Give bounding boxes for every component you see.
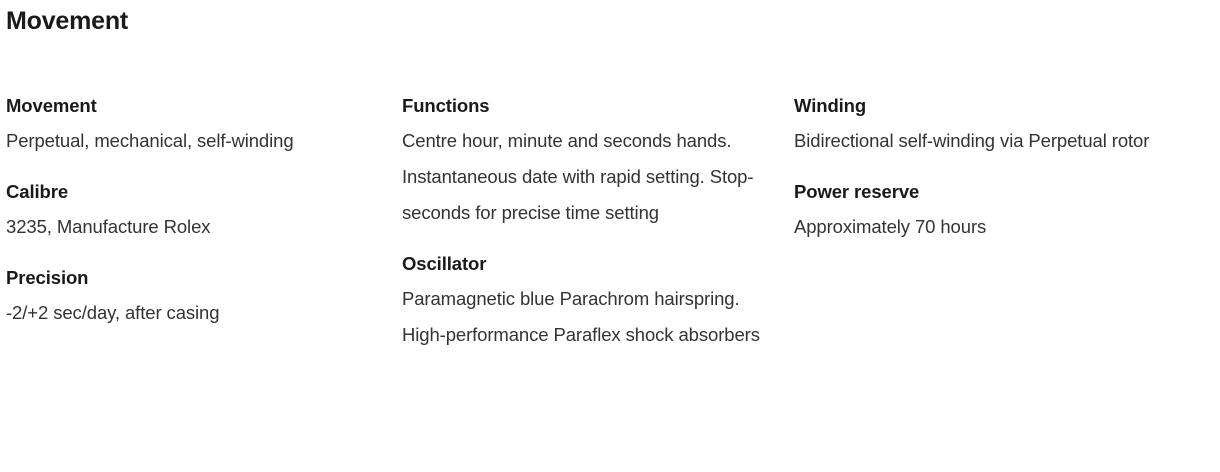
spec-block-precision (6, 265, 372, 331)
spec-text: Bidirectional self-winding via Perpetual rotor (794, 130, 1150, 151)
spec-title: Oscillator (402, 253, 487, 274)
spec-title: Precision (6, 267, 89, 288)
spec-text: 3235, Manufacture Rolex (6, 216, 211, 237)
spec-title: Power reserve (794, 181, 920, 202)
spec-block-movement (6, 93, 372, 159)
spec-text: Paramagnetic blue Parachrom hairspring. High-performance Paraflex shock absorbers (402, 288, 760, 345)
specs-column-2 (402, 93, 794, 353)
spec-text: -2/+2 sec/day, after casing (6, 302, 220, 323)
spec-text: Approximately 70 hours (794, 216, 987, 237)
spec-block-winding (794, 93, 1214, 159)
specs-columns (6, 93, 1220, 353)
spec-title: Winding (794, 95, 867, 116)
spec-block-oscillator (402, 251, 768, 353)
specs-column-1 (6, 93, 402, 331)
spec-block-calibre (6, 179, 372, 245)
spec-text: Centre hour, minute and seconds hands. Instantaneous date with rapid setting. Stop-seconds for precise time setting (402, 130, 754, 223)
spec-title: Calibre (6, 181, 69, 202)
page-title: Movement (6, 7, 129, 35)
spec-block-power-reserve (794, 179, 1214, 245)
spec-title: Movement (6, 95, 97, 116)
specs-column-3 (794, 93, 1214, 245)
spec-text: Perpetual, mechanical, self-winding (6, 130, 294, 151)
spec-title: Functions (402, 95, 490, 116)
spec-block-functions (402, 93, 768, 231)
